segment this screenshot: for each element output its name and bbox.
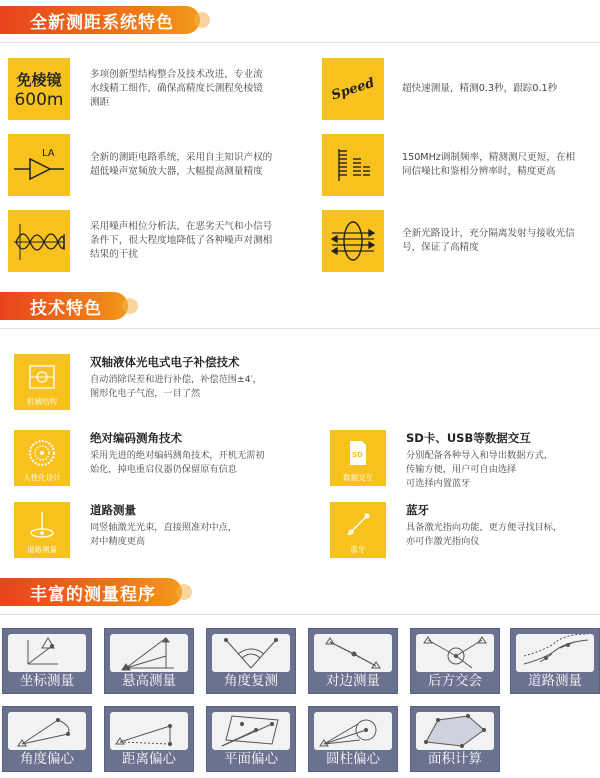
icon-caption: 数据交互 <box>343 473 373 482</box>
distance-feature-1 <box>8 58 308 120</box>
tech-desc-line: 具备激光指向功能，更方便寻找目标， <box>406 522 563 533</box>
column-offset-icon <box>314 712 392 750</box>
feature-text-line: 测距 <box>90 97 110 108</box>
coordinate-icon <box>8 634 86 672</box>
tech-desc-line: 分别配备各种导入和导出数据方式， <box>406 450 553 461</box>
section-title-programs: 丰富的测量程序 <box>0 578 182 606</box>
program-label: 对边测量 <box>326 673 380 689</box>
distance-feature-4 <box>322 134 598 196</box>
program-remote-elevation <box>104 628 194 694</box>
tech-feature-1 <box>14 354 324 410</box>
feature-text-line: 全新光路设计，充分隔离发射与接收光信 <box>402 228 575 239</box>
program-column-offset <box>308 706 398 772</box>
missing-line-icon <box>314 634 392 672</box>
plane-offset-icon <box>212 712 290 750</box>
program-label: 坐标测量 <box>20 673 74 689</box>
feature-text-line: 超低噪声宽频放大器，大幅提高测量精度 <box>90 166 263 177</box>
icon-text: Speed <box>329 75 377 103</box>
svg-text:LA: LA <box>42 148 55 159</box>
compensator-icon <box>14 354 70 410</box>
program-angle-offset <box>2 706 92 772</box>
feature-text-line: 150MHz调制频率，精测测尺更短，在相 <box>402 152 576 163</box>
icon-caption: 机械结构 <box>27 397 57 406</box>
laser-plummet-icon <box>14 502 70 558</box>
laser-pointer-icon <box>330 502 386 558</box>
divider <box>0 42 600 43</box>
tech-desc-line: 可选择内置蓝牙 <box>406 478 471 489</box>
feature-text-line: 水线精工细作，确保高精度长测程免棱镜 <box>90 83 263 94</box>
program-coordinate <box>2 628 92 694</box>
section-title-tech: 技术特色 <box>0 292 128 320</box>
program-label: 悬高测量 <box>122 673 176 689</box>
divider <box>0 328 600 329</box>
tech-title: 绝对编码测角技术 <box>90 431 182 445</box>
section-title-distance: 全新测距系统特色 <box>0 6 200 34</box>
tech-desc-line: 同竖轴激光光束，直接照准对中点， <box>90 522 237 533</box>
remote-elevation-icon <box>110 634 188 672</box>
speed-icon <box>322 58 384 120</box>
tech-desc-line: 传输方便，用户可自由选择 <box>406 464 517 475</box>
tech-feature-4 <box>14 502 324 558</box>
icon-caption: 道路测量 <box>27 545 57 554</box>
feature-text-line: 超快速测量，精测0.3秒，跟踪0.1秒 <box>402 83 558 94</box>
svg-text:SD: SD <box>352 451 363 459</box>
encoder-icon <box>14 430 70 486</box>
frequency-bars-icon <box>322 134 384 196</box>
sd-card-icon <box>330 430 386 486</box>
tech-title: 双轴液体光电式电子补偿技术 <box>90 355 240 369</box>
phase-wave-icon <box>8 210 70 272</box>
distance-offset-icon <box>110 712 188 750</box>
area-icon <box>416 712 494 750</box>
angle-repeat-icon <box>212 634 290 672</box>
feature-text-line: 条件下，很大程度地降低了各种噪声对测相 <box>90 235 273 246</box>
tech-desc-line: 图形化电子气泡，一目了然 <box>90 388 201 399</box>
program-road-survey <box>510 628 600 694</box>
icon-text: 免棱镜 <box>16 70 62 89</box>
tech-feature-5 <box>330 502 598 558</box>
program-missing-line <box>308 628 398 694</box>
tech-desc-line: 采用先进的绝对编码测角技术，开机无需初 <box>90 450 265 461</box>
section-header-distance <box>0 6 200 34</box>
section-header-programs <box>0 578 182 606</box>
tech-desc-line: 对中精度更高 <box>90 536 146 547</box>
program-label: 角度偏心 <box>20 751 74 767</box>
feature-text-line: 同信噪比和鉴相分辨率时，精度更高 <box>402 166 556 177</box>
program-label: 后方交会 <box>428 673 482 689</box>
icon-text: 600m <box>14 89 64 110</box>
road-survey-icon <box>516 634 594 672</box>
feature-text-line: 号，保证了高精度 <box>402 242 479 253</box>
program-area <box>410 706 500 772</box>
program-plane-offset <box>206 706 296 772</box>
resection-icon <box>416 634 494 672</box>
angle-offset-icon <box>8 712 86 750</box>
amplifier-symbol <box>12 145 66 185</box>
program-label: 道路测量 <box>528 673 582 689</box>
feature-text-line: 多项创新型结构整合及技术改进，专业流 <box>90 69 263 80</box>
tech-desc-line: 自动消除误差和进行补偿，补偿范围±4′， <box>90 374 262 385</box>
program-label: 角度复测 <box>224 673 278 689</box>
amplifier-icon <box>8 134 70 196</box>
icon-caption: 蓝牙 <box>350 545 366 554</box>
section-header-tech <box>0 292 128 320</box>
feature-text-line: 采用噪声相位分析法，在恶劣天气和小信号 <box>90 221 273 232</box>
program-label: 平面偏心 <box>224 751 278 767</box>
program-angle-repeat <box>206 628 296 694</box>
distance-feature-5 <box>8 210 308 272</box>
tech-feature-2 <box>14 430 324 486</box>
tech-title: 道路测量 <box>90 503 136 517</box>
program-label: 距离偏心 <box>122 751 176 767</box>
program-label: 面积计算 <box>428 751 482 767</box>
tech-title: SD卡、USB等数据交互 <box>406 431 531 445</box>
feature-text-line: 结果的干扰 <box>90 249 138 260</box>
program-label: 圆柱偏心 <box>326 751 380 767</box>
distance-feature-2 <box>322 58 598 120</box>
tech-feature-3 <box>330 430 598 491</box>
tech-desc-line: 始化，掉电重启仪器仍保留原有信息 <box>90 464 237 475</box>
tech-desc-line: 亦可作激光指向仪 <box>406 536 480 547</box>
divider <box>0 614 600 615</box>
distance-feature-6 <box>322 210 598 272</box>
program-distance-offset <box>104 706 194 772</box>
optical-path-icon <box>322 210 384 272</box>
program-resection <box>410 628 500 694</box>
tech-title: 蓝牙 <box>406 503 429 517</box>
icon-caption: 人性化设计 <box>23 473 61 482</box>
feature-text-line: 全新的测距电路系统，采用自主知识产权的 <box>90 152 273 163</box>
prism-free-icon <box>8 58 70 120</box>
distance-feature-3 <box>8 134 308 196</box>
